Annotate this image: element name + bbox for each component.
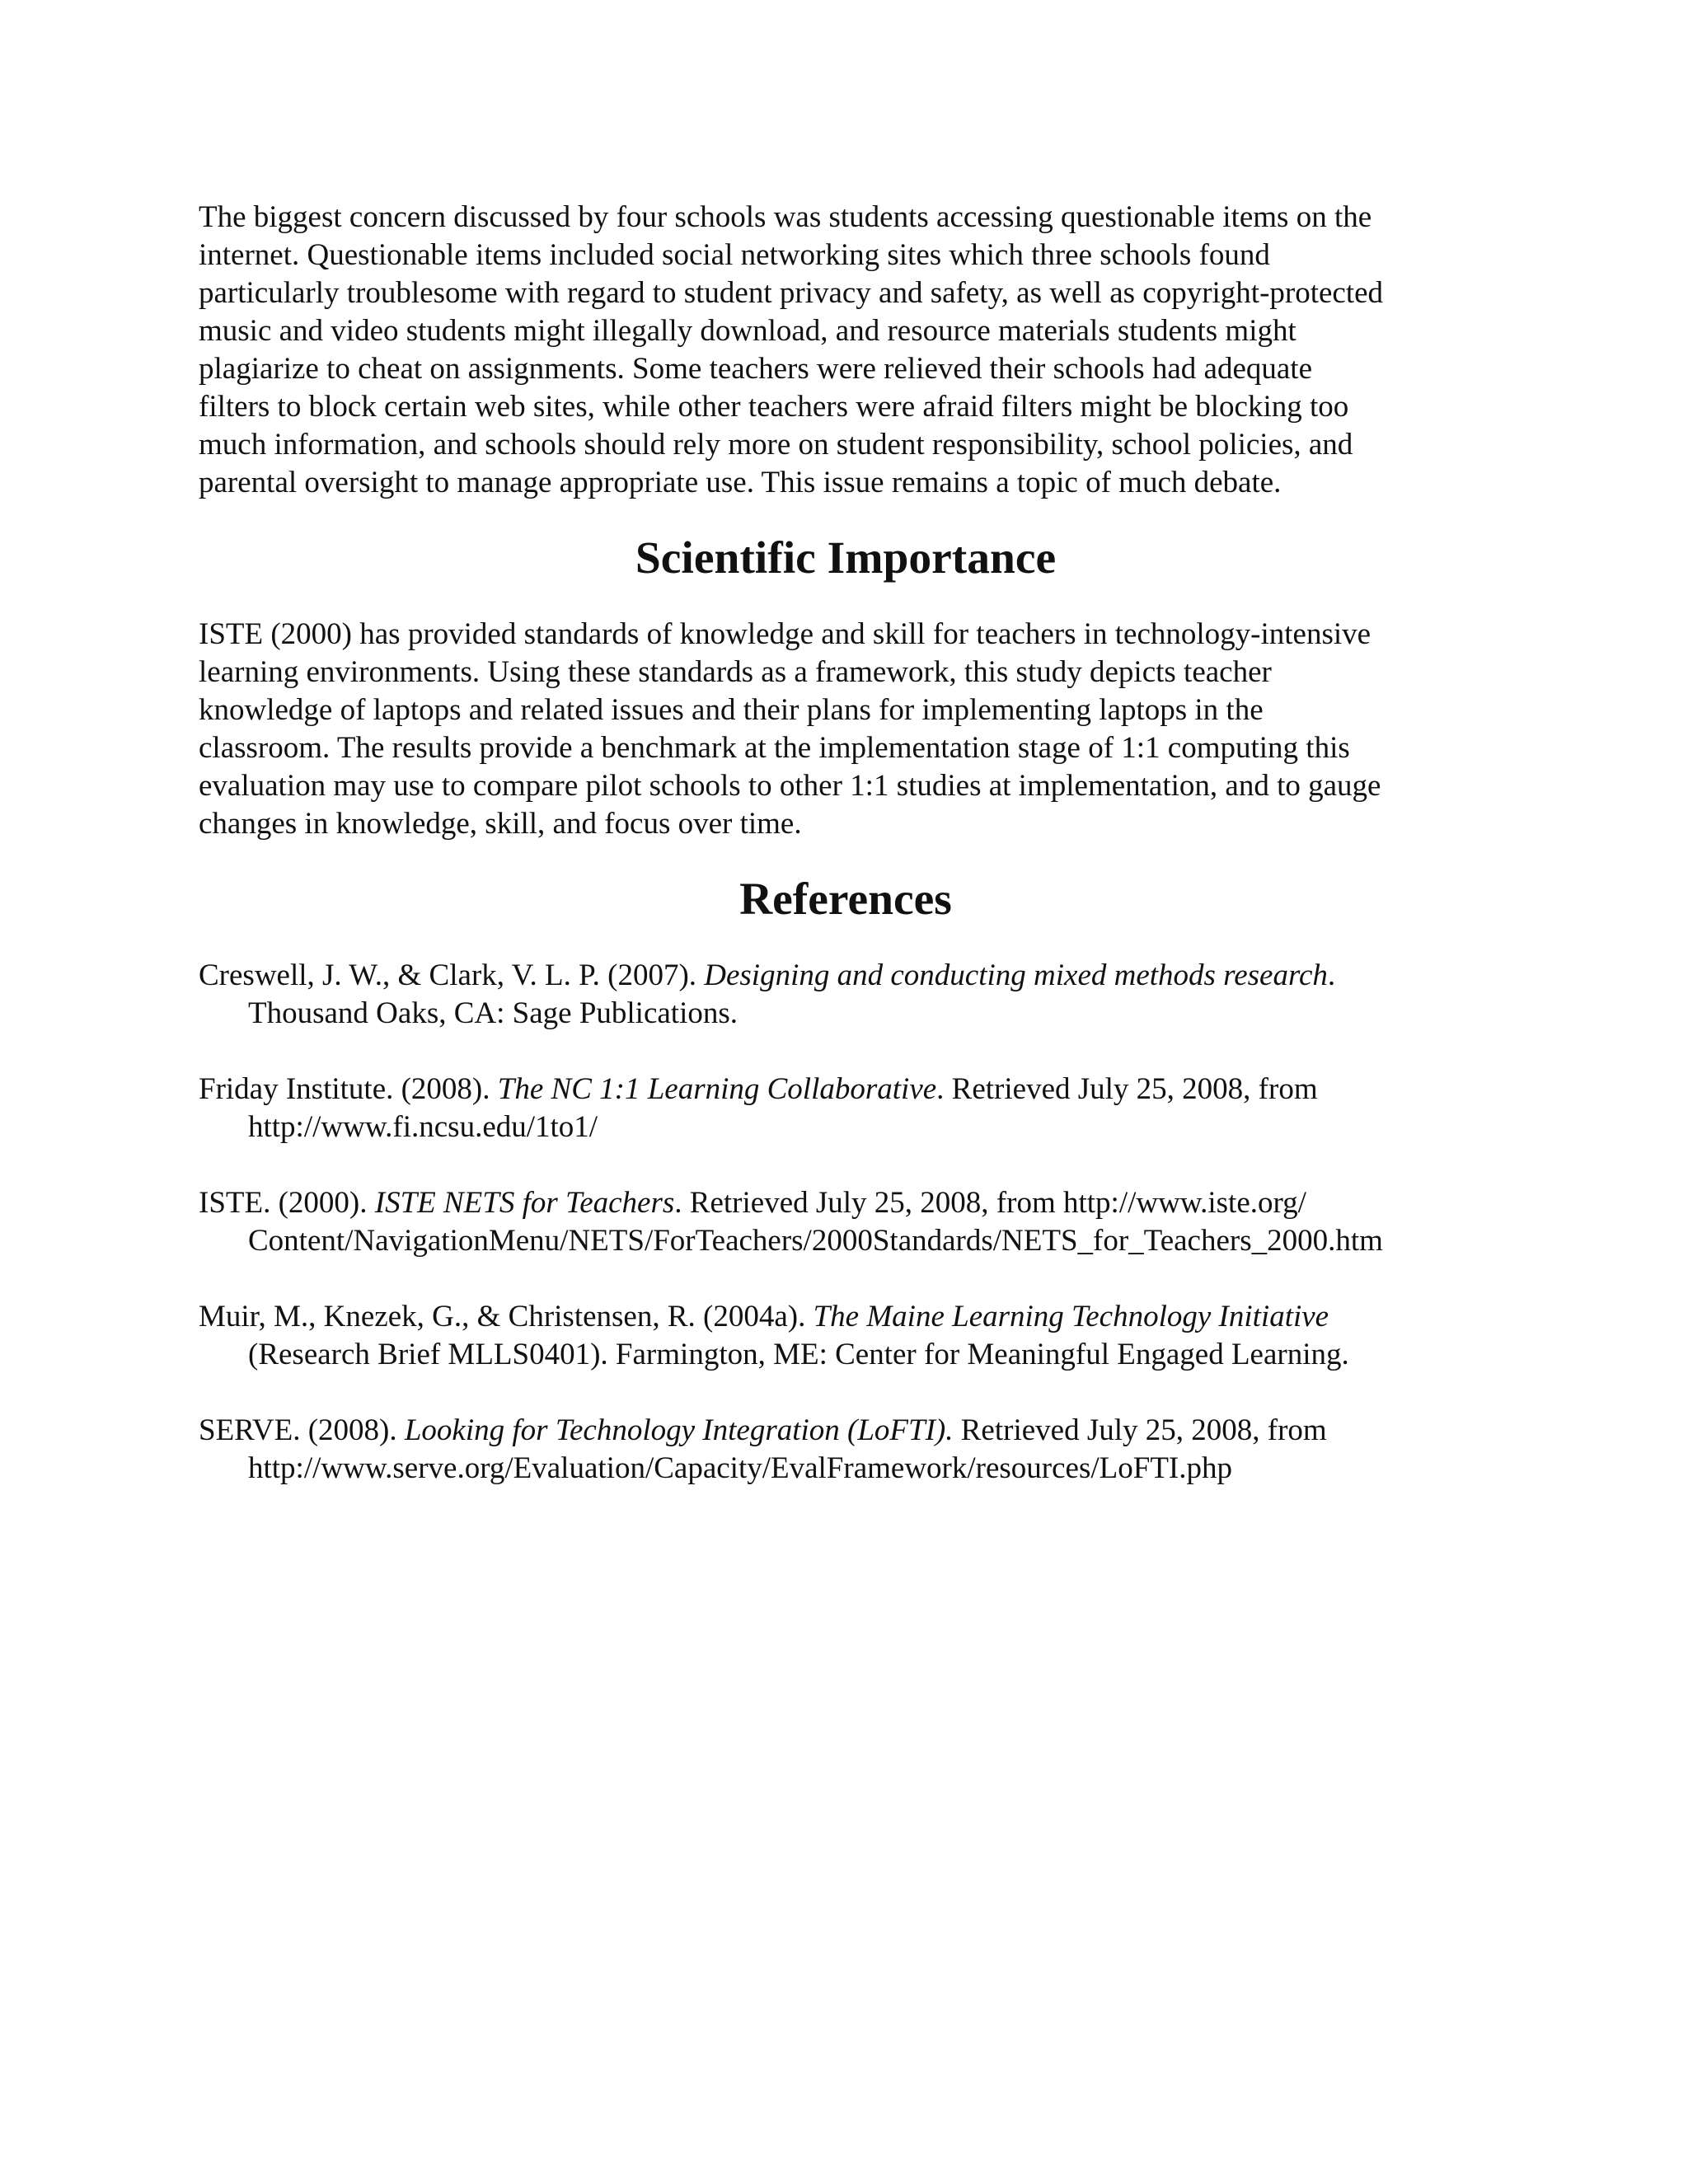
reference-authors: ISTE. (2000). xyxy=(199,1186,375,1220)
text-line: changes in knowledge, skill, and focus over time. xyxy=(199,807,802,841)
text-line: classroom. The results provide a benchmark at the implementation stage of 1:1 computing this xyxy=(199,731,1350,765)
text-line: The biggest concern discussed by four schools was students accessing questionable items on the xyxy=(199,200,1372,234)
reference-url: http://www.serve.org/Evaluation/Capacity/EvalFramework/resources/LoFTI.php xyxy=(248,1451,1232,1485)
reference-title: The NC 1:1 Learning Collaborative xyxy=(497,1072,937,1106)
text-line: evaluation may use to compare pilot schools to other 1:1 studies at implementation, and to gauge xyxy=(199,769,1381,803)
text-line: music and video students might illegally download, and resource materials students might xyxy=(199,314,1296,348)
scientific-importance-heading: Scientific Importance xyxy=(635,533,1057,583)
text-line: internet. Questionable items included social networking sites which three schools found xyxy=(199,238,1270,272)
references-heading: References xyxy=(739,874,952,925)
concern-paragraph xyxy=(199,199,1493,502)
reference-entry xyxy=(199,1412,1493,1488)
text-line: plagiarize to cheat on assignments. Some teachers were relieved their schools had adequate xyxy=(199,352,1313,386)
reference-entry xyxy=(199,1298,1493,1374)
reference-url: http://www.fi.ncsu.edu/1to1/ xyxy=(248,1110,598,1144)
reference-authors: Friday Institute. (2008). xyxy=(199,1072,498,1106)
text-line: filters to block certain web sites, while other teachers were afraid filters might be blocking too xyxy=(199,390,1349,424)
reference-title: The Maine Learning Technology Initiative xyxy=(813,1300,1329,1333)
reference-tail: . Retrieved July 25, 2008, from xyxy=(936,1072,1318,1106)
text-line: much information, and schools should rely more on student responsibility, school policies, and xyxy=(199,428,1353,462)
reference-entry xyxy=(199,1184,1493,1260)
text-line: particularly troublesome with regard to student privacy and safety, as well as copyright-protected xyxy=(199,276,1384,310)
reference-tail: Retrieved July 25, 2008, from xyxy=(953,1413,1327,1447)
reference-list xyxy=(199,957,1493,1488)
text-line: parental oversight to manage appropriate use. This issue remains a topic of much debate. xyxy=(199,466,1282,499)
text-line: learning environments. Using these standards as a framework, this study depicts teacher xyxy=(199,655,1272,689)
reference-authors: SERVE. (2008). xyxy=(199,1413,405,1447)
document-page xyxy=(199,199,1493,1488)
reference-tail: . xyxy=(1327,958,1336,992)
reference-title: Designing and conducting mixed methods research xyxy=(704,958,1328,992)
reference-title: Looking for Technology Integration (LoFTI). xyxy=(404,1413,954,1447)
reference-entry xyxy=(199,1071,1493,1146)
text-line: knowledge of laptops and related issues and their plans for implementing laptops in the xyxy=(199,693,1264,727)
reference-tail: . Retrieved July 25, 2008, from http://www.iste.org/ xyxy=(674,1186,1306,1220)
reference-title: ISTE NETS for Teachers xyxy=(374,1186,675,1220)
scientific-importance-paragraph xyxy=(199,616,1493,843)
reference-authors: Muir, M., Knezek, G., & Christensen, R. (2004a). xyxy=(199,1300,814,1333)
reference-continuation: Thousand Oaks, CA: Sage Publications. xyxy=(248,996,738,1030)
reference-authors: Creswell, J. W., & Clark, V. L. P. (2007). xyxy=(199,958,705,992)
text-line: ISTE (2000) has provided standards of knowledge and skill for teachers in technology-intensive xyxy=(199,617,1372,651)
reference-continuation: (Research Brief MLLS0401). Farmington, ME: Center for Meaningful Engaged Learning. xyxy=(248,1338,1349,1371)
reference-url: Content/NavigationMenu/NETS/ForTeachers/2000Standards/NETS_for_Teachers_2000.htm xyxy=(248,1224,1383,1258)
reference-entry xyxy=(199,957,1493,1033)
